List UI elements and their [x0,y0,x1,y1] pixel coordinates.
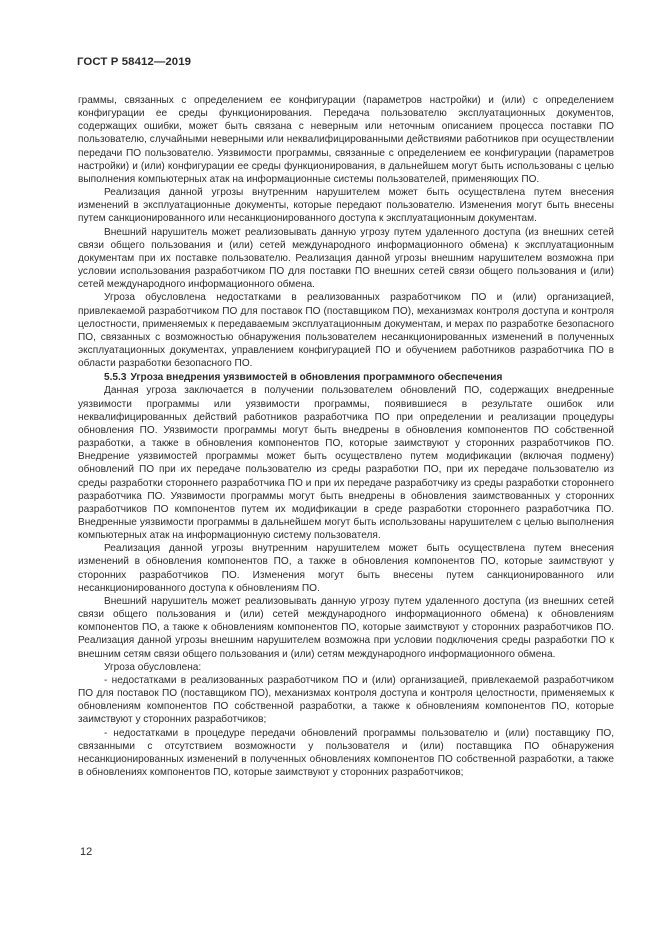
paragraph: Внешний нарушитель может реализовывать данную угрозу путем удаленного доступа (из внешних сетей связи общего пользования и (или) сетей международного информационного обмена) к обновлениям компонентов ПО, а также к обновлениям компонентов ПО, которые заимствуют у сторонних разработчиков ПО. Реализация данной угрозы внешним нарушителем возможна при условии подключения среды разработки ПО к внешним сетям связи общего пользования и (или) сетям международного информационного обмена. [78,595,614,660]
paragraph: Угроза обусловлена: [104,661,202,673]
list-item: - недостатками в реализованных разработчиком ПО и (или) организацией, привлекаемой разработчиком ПО для поставок ПО (поставщиком ПО), механизмах контроля доступа и контроля целостности, применяемых к обновлениям компонентов ПО собственной разработки, а также к обновлениям компонентов ПО, которые заимствуют у сторонних разработчиков; [78,674,614,726]
section-number: 5.5.3 [104,372,127,384]
section-heading [78,371,614,384]
page-number: 12 [80,846,93,858]
paragraph: Угроза обусловлена недостатками в реализованных разработчиком ПО и (или) организацией, привлекаемой разработчиком ПО для поставок ПО (поставщиком ПО), механизмах контроля доступа и контроля целостности, применяемых к передаваемым эксплуатационным документам, и мерах по разработке безопасного ПО, связанных с возможностью обнаружения пользователем несанкционированных изменений в полученных эксплуатационных документах, управлением конфигурацией ПО и обучением работников разработчика ПО в области разработки безопасного ПО. [78,292,614,370]
paragraph: Данная угроза заключается в получении пользователем обновлений ПО, содержащих внедренные уязвимости программы или уязвимости программы, появившиеся в результате ошибок или неквалифицированных действий работников разработчика ПО при определении и реализации процедуры обновления ПО. Уязвимости программы могут быть внедрены в обновления компонентов ПО собственной разработки, а также в обновления компонентов ПО, которые заимствуют у сторонних разработчиков ПО. Внедрение уязвимостей программы может быть осуществлено путем модификации (включая подмену) обновлений ПО при их передаче пользователю из среды разработки ПО, при их передаче пользователю из среды разработки стороннего разработчика ПО и при их передаче разработчику из среды разработки стороннего разработчика ПО. Уязвимости программы могут быть внедрены в обновления заимствованных у сторонних разработчиков ПО компонентов путем их модификации в среде разработки стороннего разработчика ПО. Внедренные уязвимости программы в дальнейшем могут быть использованы нарушителем с целью выполнения компьютерных атак на информационную систему пользователя. [78,385,614,542]
section-title: Угроза внедрения уязвимостей в обновления программного обеспечения [130,372,503,384]
paragraph: Реализация данной угрозы внутренним нарушителем может быть осуществлена путем внесения изменений в обновления компонентов ПО, а также в обновления компонентов ПО, которые заимствуют у сторонних разработчиков ПО. Изменения могут быть внесены путем санкционированного или несанкционированного доступа к обновлениям ПО. [78,543,614,594]
document-body [78,94,614,779]
list-item: - недостатками в процедуре передачи обновлений программы пользователю и (или) поставщику ПО, связанными с отсутствием возможности у пользователя и (или) поставщика ПО обнаружения несанкционированных изменений в полученных обновлениях компонентов ПО собственной разработки, а также в обновлениях компонентов ПО, которые заимствуют у сторонних разработчиков; [78,727,614,778]
document-header: ГОСТ Р 58412—2019 [77,56,192,68]
paragraph: граммы, связанных с определением ее конфигурации (параметров настройки) и (или) с определением конфигурации ее среды функционирования. Передача пользователю эксплуатационных документов, содержащих ошибки, может быть связана с неверным или неточным описанием процесса поставки ПО пользователю, случайными неверными или неквалифицированными действиями работников при осуществлении передачи ПО пользователю. Уязвимости программы, связанные с определением ее конфигурации (параметров настройки) и (или) конфигурации ее среды функционирования, в дальнейшем могут быть использованы с целью выполнения компьютерных атак на информационные системы пользователей, применяющих ПО. [78,95,614,185]
paragraph: Реализация данной угрозы внутренним нарушителем может быть осуществлена путем внесения изменений в эксплуатационные документы, которые передают пользователю. Изменения могут быть внесены путем санкционированного или несанкционированного доступа к эксплуатационным документам. [78,187,614,225]
paragraph: Внешний нарушитель может реализовывать данную угрозу путем удаленного доступа (из внешних сетей связи общего пользования и (или) сетей международного информационного обмена) к эксплуатационным документам при их поставке пользователю. Реализация данной угрозы внешним нарушителем возможна при условии использования разработчиком ПО для поставки ПО внешних сетей связи общего пользования и (или) сетей международного информационного обмена. [78,226,614,291]
